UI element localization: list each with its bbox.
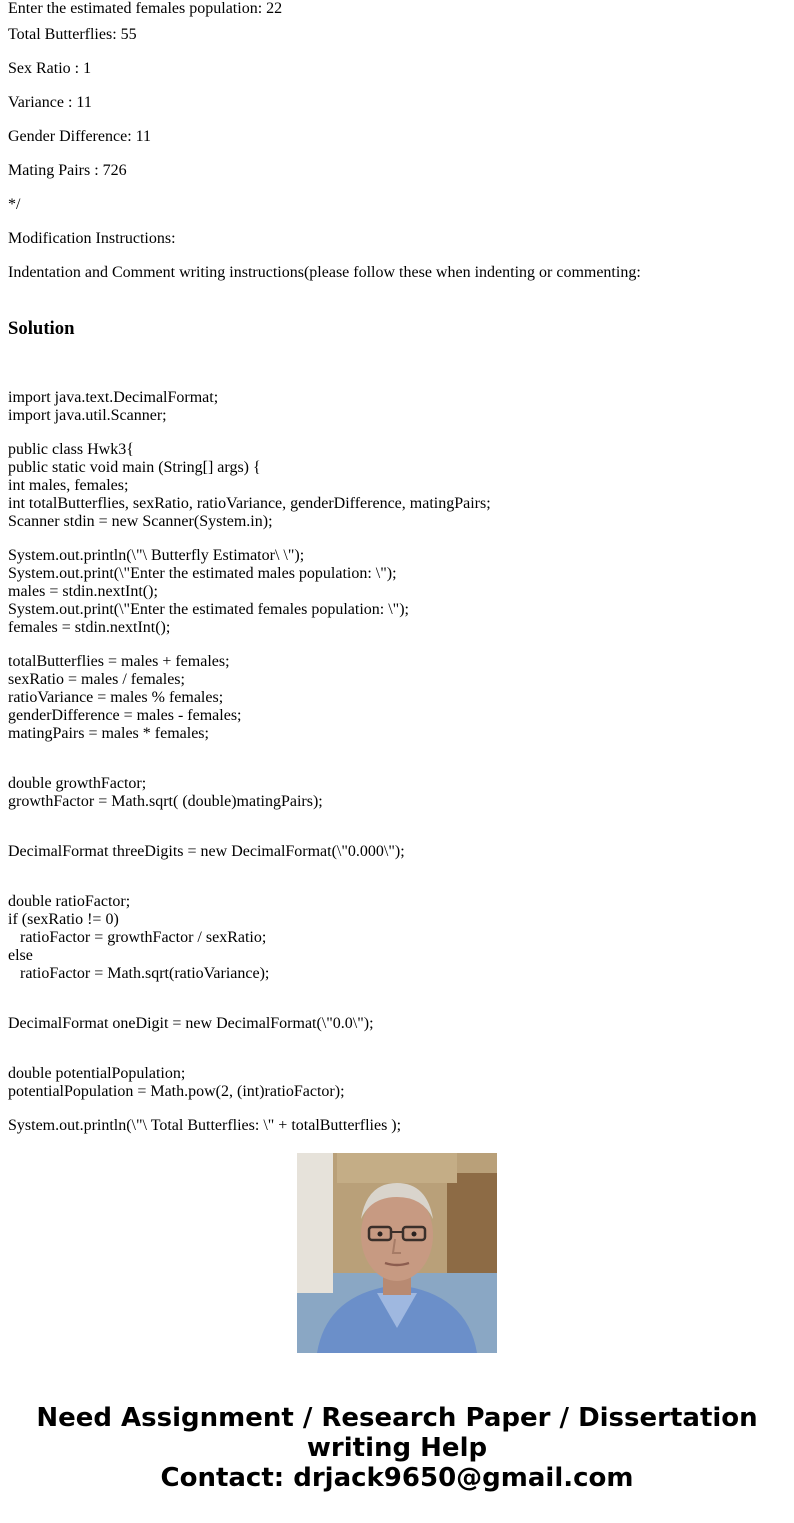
code-line: System.out.println(\"\ Total Butterflies: \" + totalButterflies ); (8, 1117, 402, 1134)
code-line: System.out.print(\"Enter the estimated females population: \"); (8, 601, 409, 618)
code-blank-line (8, 811, 786, 827)
code-line: sexRatio = males / females; (8, 671, 185, 688)
output-text-block (8, 0, 786, 282)
code-line: else (8, 947, 33, 964)
code-line: int males, females; (8, 477, 129, 494)
code-line: females = stdin.nextInt(); (8, 619, 171, 636)
code-line: double ratioFactor; (8, 893, 131, 910)
code-line: DecimalFormat oneDigit = new DecimalFormat(\"0.0\"); (8, 1015, 374, 1032)
code-blank-line (8, 1101, 786, 1117)
code-blank-line (8, 827, 786, 843)
code-block (8, 373, 786, 1134)
output-line: Gender Difference: 11 (8, 128, 152, 145)
code-line: System.out.println(\"\ Butterfly Estimator\ \"); (8, 547, 305, 564)
promo-line: Need Assignment / Research Paper / Dissertation (36, 1403, 758, 1433)
code-line: int totalButterflies, sexRatio, ratioVariance, genderDifference, matingPairs; (8, 495, 491, 512)
promo-line: writing Help (306, 1433, 488, 1463)
code-line: Scanner stdin = new Scanner(System.in); (8, 513, 273, 530)
code-line: males = stdin.nextInt(); (8, 583, 158, 600)
code-line: public static void main (String[] args) { (8, 459, 261, 476)
promo-contact: Contact: drjack9650@gmail.com (160, 1463, 634, 1493)
code-line: if (sexRatio != 0) (8, 911, 119, 928)
output-line: */ (8, 196, 21, 213)
output-line: Enter the estimated females population: 22 (8, 0, 283, 17)
output-line: Indentation and Comment writing instructions(please follow these when indenting or commenting: (8, 264, 641, 281)
output-line: Variance : 11 (8, 94, 92, 111)
code-line: public class Hwk3{ (8, 441, 134, 458)
code-blank-line (8, 531, 786, 547)
code-blank-line (8, 983, 786, 999)
promo-banner (0, 1403, 794, 1493)
code-line: import java.text.DecimalFormat; (8, 389, 219, 406)
code-line: growthFactor = Math.sqrt( (double)matingPairs); (8, 793, 323, 810)
solution-heading: Solution (8, 318, 75, 339)
code-line: DecimalFormat threeDigits = new DecimalFormat(\"0.000\"); (8, 843, 405, 860)
code-line: totalButterflies = males + females; (8, 653, 230, 670)
code-line: import java.util.Scanner; (8, 407, 167, 424)
code-blank-line (8, 373, 786, 389)
code-line: ratioFactor = Math.sqrt(ratioVariance); (8, 965, 270, 982)
output-line: Modification Instructions: (8, 230, 176, 247)
person-photo-icon (297, 1153, 497, 1353)
code-line: ratioVariance = males % females; (8, 689, 224, 706)
code-blank-line (8, 1033, 786, 1049)
output-line: Sex Ratio : 1 (8, 60, 92, 77)
code-blank-line (8, 637, 786, 653)
code-blank-line (8, 743, 786, 759)
code-line: genderDifference = males - females; (8, 707, 242, 724)
code-blank-line (8, 759, 786, 775)
code-line: ratioFactor = growthFactor / sexRatio; (8, 929, 267, 946)
code-blank-line (8, 861, 786, 877)
output-line: Mating Pairs : 726 (8, 162, 127, 179)
output-line: Total Butterflies: 55 (8, 26, 137, 43)
code-blank-line (8, 425, 786, 441)
code-blank-line (8, 877, 786, 893)
code-line: potentialPopulation = Math.pow(2, (int)ratioFactor); (8, 1083, 345, 1100)
code-line: double growthFactor; (8, 775, 147, 792)
code-line: matingPairs = males * females; (8, 725, 209, 742)
code-blank-line (8, 1049, 786, 1065)
code-blank-line (8, 999, 786, 1015)
code-line: System.out.print(\"Enter the estimated males population: \"); (8, 565, 397, 582)
code-line: double potentialPopulation; (8, 1065, 186, 1082)
